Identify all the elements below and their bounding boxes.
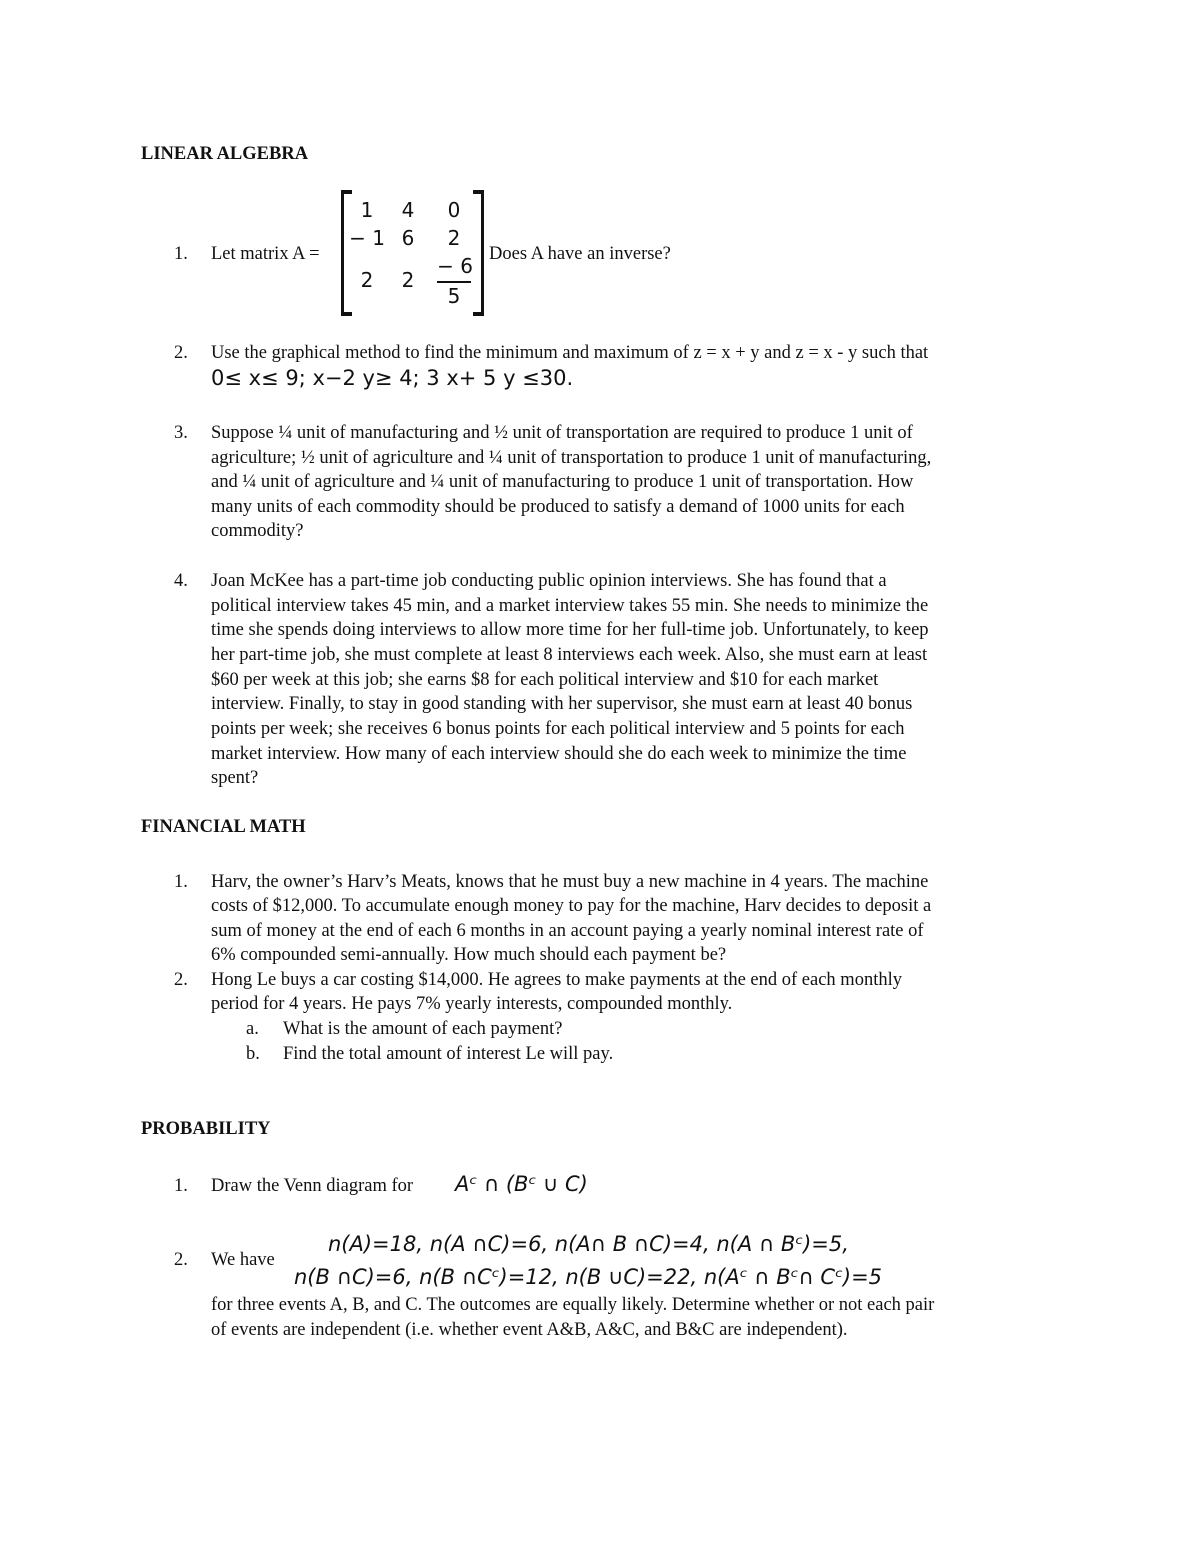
probability-equation: n(A)=18, n(A ∩C)=6, n(A∩ B ∩C)=4, n(A ∩ Bᶜ)=5, <box>328 1232 849 1256</box>
question-text: Joan McKee has a part-time job conducting public opinion interviews. She has found that a <box>211 571 887 591</box>
section-heading-linear-algebra: LINEAR ALGEBRA <box>141 144 309 164</box>
matrix-left-bracket <box>341 190 352 316</box>
question-text: $60 per week at this job; she earns $8 for each political interview and $10 for each market <box>211 670 879 690</box>
matrix-fraction-numerator: − 6 <box>437 254 473 278</box>
question-number: 2. <box>174 970 188 990</box>
matrix-right-bracket <box>473 190 484 316</box>
matrix-cell: 6 <box>401 226 415 250</box>
question-text: period for 4 years. He pays 7% yearly interests, compounded monthly. <box>211 994 733 1014</box>
question-text: commodity? <box>211 521 304 541</box>
question-text: market interview. How many of each interview should she do each week to minimize the time <box>211 744 907 764</box>
question-number: 1. <box>174 244 188 264</box>
question-text: Does A have an inverse? <box>489 244 671 264</box>
sub-question-label: b. <box>246 1044 260 1064</box>
question-text: and ¼ unit of agriculture and ¼ unit of manufacturing to produce 1 unit of transportation. How <box>211 472 914 492</box>
sub-question-label: a. <box>246 1019 259 1039</box>
question-text: Use the graphical method to find the minimum and maximum of z = x + y and z = x - y such that <box>211 343 929 363</box>
question-text: Harv, the owner’s Harv’s Meats, knows that he must buy a new machine in 4 years. The machine <box>211 872 929 892</box>
matrix-cell: 1 <box>360 198 374 222</box>
question-text: her part-time job, she must complete at least 8 interviews each week. Also, she must earn at least <box>211 645 928 665</box>
question-text: interview. Finally, to stay in good standing with her supervisor, she must earn at least 40 bonus <box>211 694 913 714</box>
question-text: political interview takes 45 min, and a market interview takes 55 min. She needs to minimize the <box>211 596 929 616</box>
question-text: 6% compounded semi-annually. How much should each payment be? <box>211 945 727 965</box>
question-number: 2. <box>174 343 188 363</box>
question-text: time she spends doing interviews to allow more time for her full-time job. Unfortunately, to keep <box>211 620 929 640</box>
matrix-cell: 4 <box>401 198 415 222</box>
matrix-cell: 2 <box>447 226 461 250</box>
matrix-cell: 0 <box>447 198 461 222</box>
question-text: Let matrix A = <box>211 244 320 264</box>
constraint-expression: 0≤ x≤ 9; x−2 y≥ 4; 3 x+ 5 y ≤30. <box>211 366 574 390</box>
question-text: of events are independent (i.e. whether event A&B, A&C, and B&C are independent). <box>211 1320 848 1340</box>
section-heading-financial-math: FINANCIAL MATH <box>141 817 306 837</box>
question-text: for three events A, B, and C. The outcomes are equally likely. Determine whether or not each pair <box>211 1295 935 1315</box>
probability-equation: n(B ∩C)=6, n(B ∩Cᶜ)=12, n(B ∪C)=22, n(Aᶜ ∩ Bᶜ∩ Cᶜ)=5 <box>294 1265 883 1289</box>
sub-question-text: What is the amount of each payment? <box>283 1019 563 1039</box>
matrix-cell: 2 <box>401 268 415 292</box>
matrix-cell: 2 <box>360 268 374 292</box>
section-heading-probability: PROBABILITY <box>141 1119 271 1139</box>
question-number: 4. <box>174 571 188 591</box>
fraction-bar <box>437 281 471 283</box>
question-number: 2. <box>174 1250 188 1270</box>
question-text: Hong Le buys a car costing $14,000. He agrees to make payments at the end of each monthly <box>211 970 902 990</box>
question-text: many units of each commodity should be produced to satisfy a demand of 1000 units for each <box>211 497 905 517</box>
question-text: We have <box>211 1250 275 1270</box>
question-text: costs of $12,000. To accumulate enough money to pay for the machine, Harv decides to deposit a <box>211 896 932 916</box>
sub-question-text: Find the total amount of interest Le will pay. <box>283 1044 614 1064</box>
question-text: points per week; she receives 6 bonus points for each political interview and 5 points for each <box>211 719 905 739</box>
matrix-cell: − 1 <box>349 226 385 250</box>
question-number: 3. <box>174 423 188 443</box>
question-text: agriculture; ½ unit of agriculture and ¼ unit of transportation to produce 1 unit of manufacturing, <box>211 448 932 468</box>
question-text: Suppose ¼ unit of manufacturing and ½ unit of transportation are required to produce 1 unit of <box>211 423 913 443</box>
question-text: spent? <box>211 768 259 788</box>
question-text: Draw the Venn diagram for <box>211 1176 414 1196</box>
set-expression: Aᶜ ∩ (Bᶜ ∪ C) <box>455 1172 588 1196</box>
matrix-fraction-denominator: 5 <box>447 284 461 308</box>
question-number: 1. <box>174 1176 188 1196</box>
question-number: 1. <box>174 872 188 892</box>
question-text: sum of money at the end of each 6 months in an account paying a yearly nominal interest rate of <box>211 921 924 941</box>
